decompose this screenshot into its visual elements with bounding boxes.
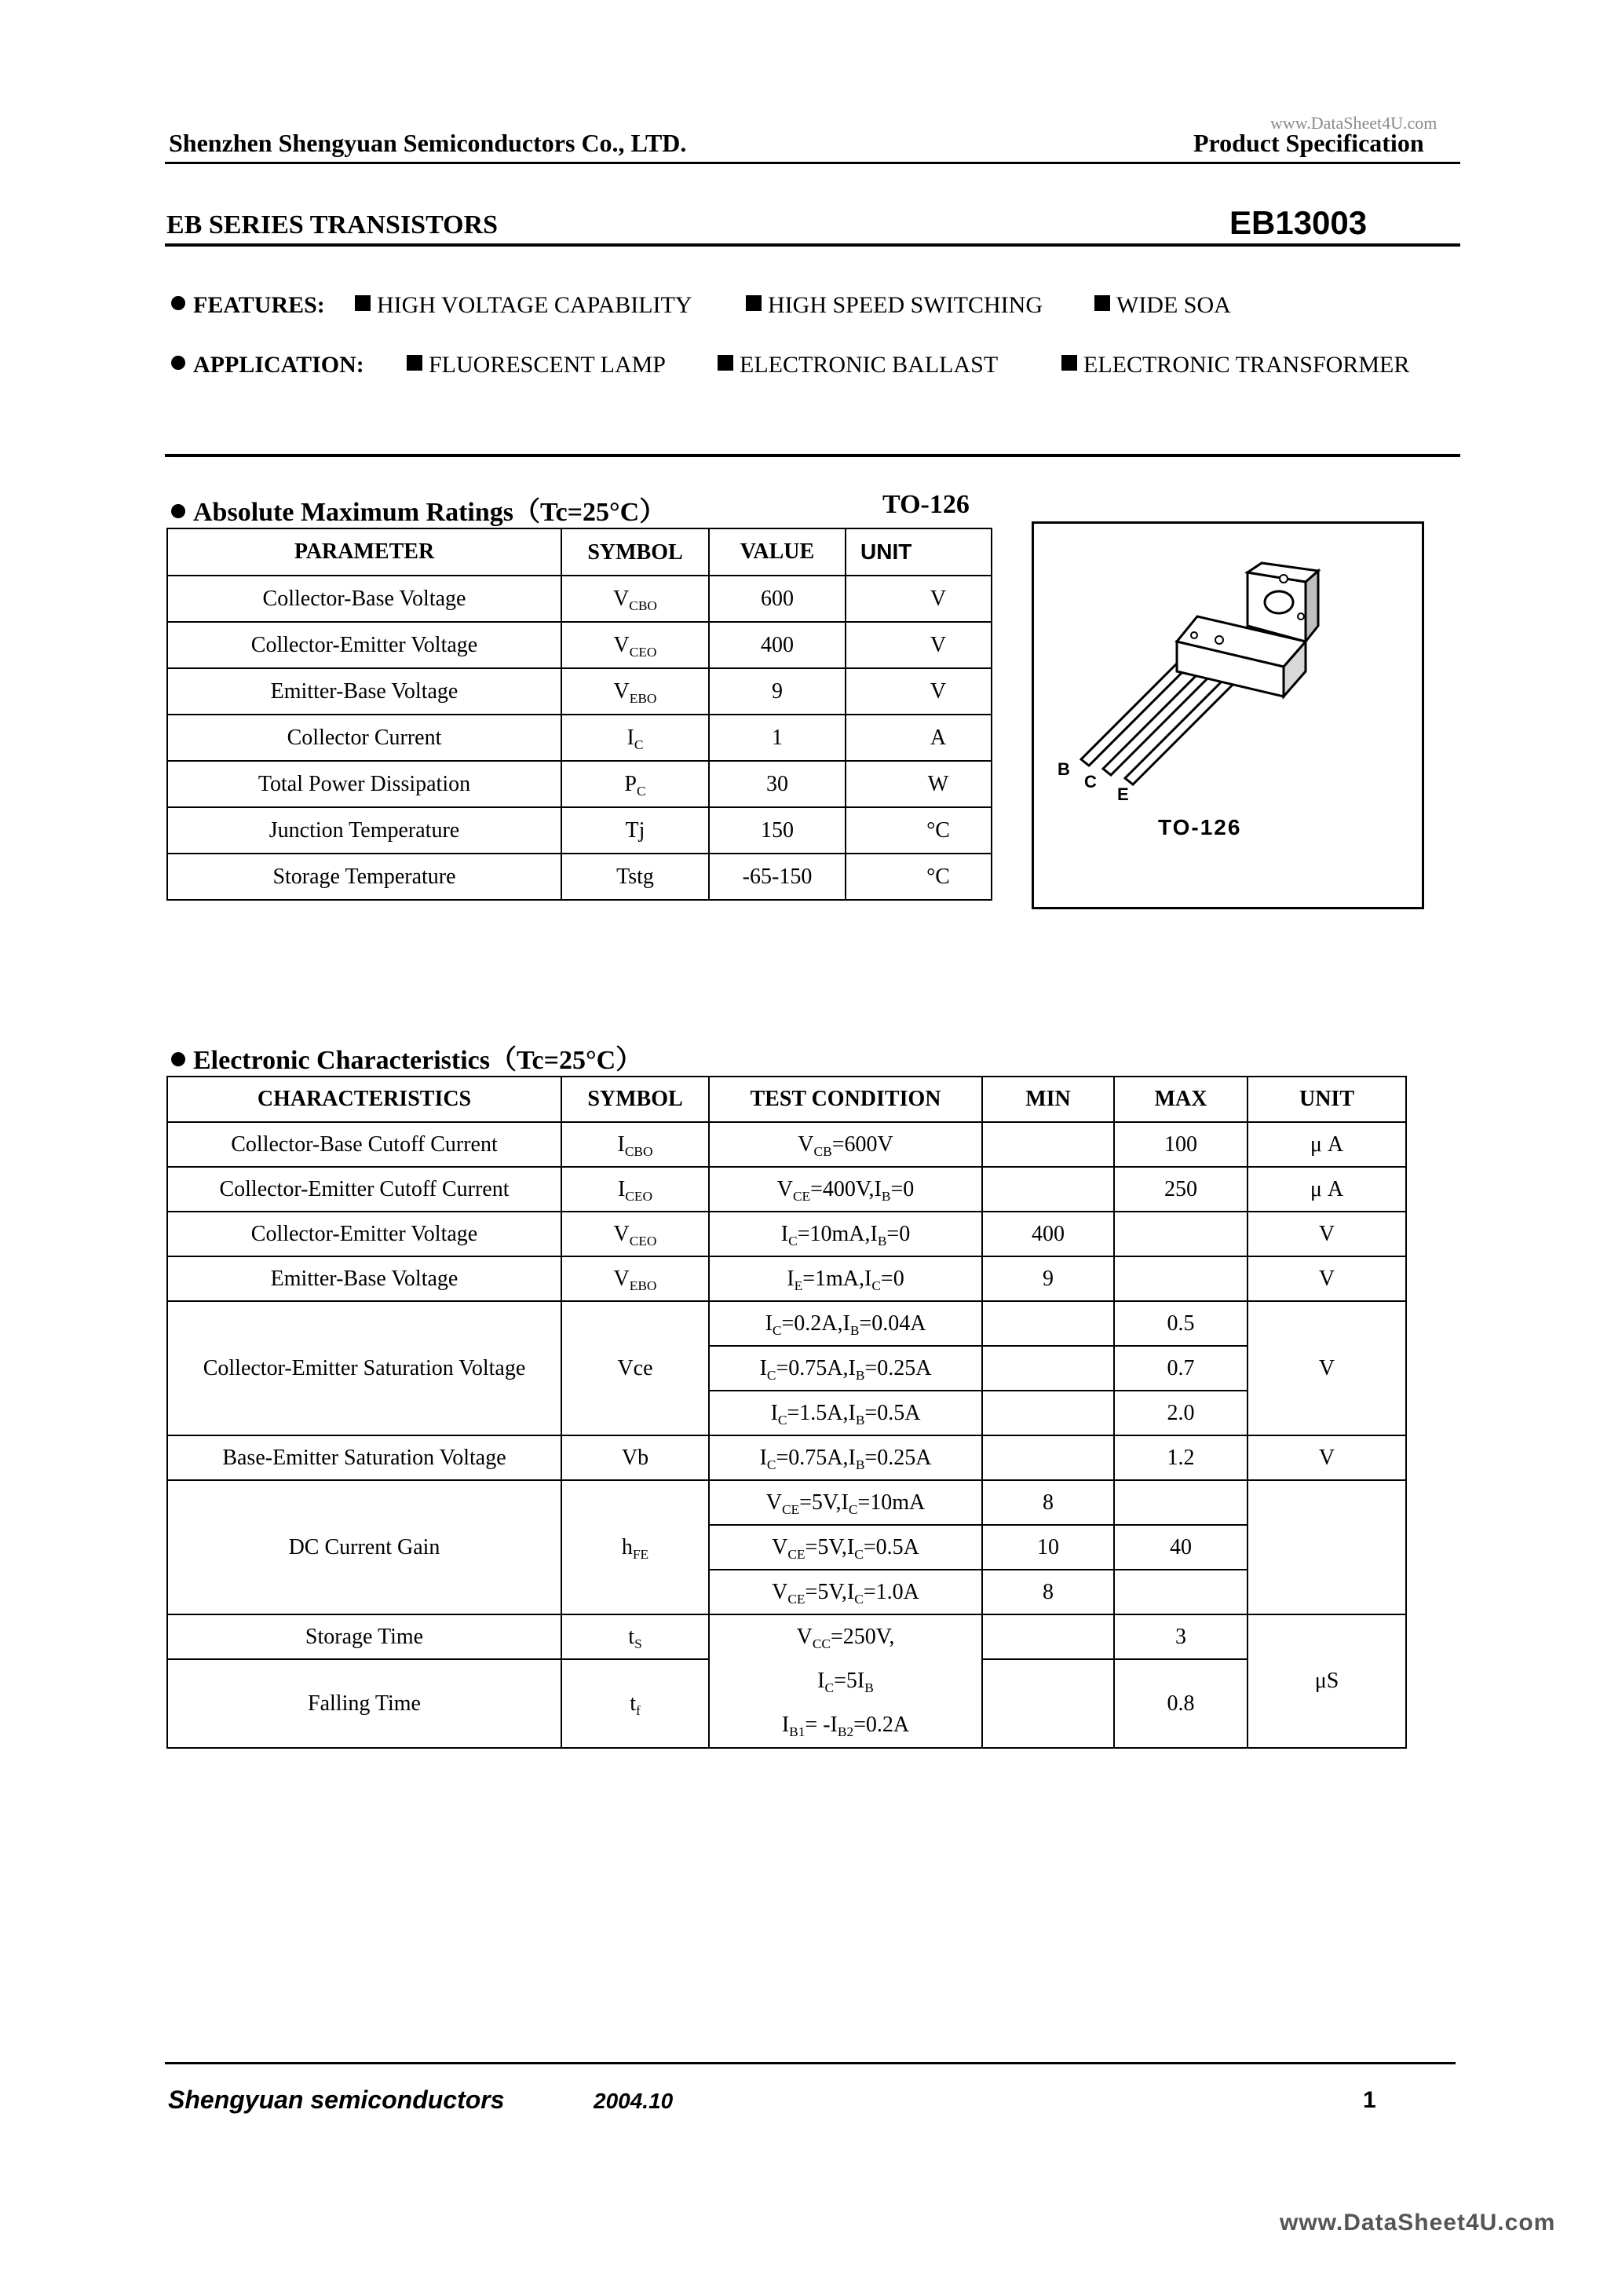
square-bullet-icon bbox=[355, 295, 371, 311]
bullet-icon bbox=[171, 504, 185, 518]
col-header: SYMBOL bbox=[561, 1077, 709, 1122]
table-row: Collector-Emitter Cutoff Current $I_{CEO}$ $V_{CE}=400V,I_B=0$ 250 μ A bbox=[167, 1167, 1406, 1212]
bullet-icon bbox=[171, 356, 185, 370]
title-rule bbox=[165, 243, 1460, 247]
col-header: UNIT bbox=[1248, 1077, 1406, 1122]
col-header: MIN bbox=[982, 1077, 1114, 1122]
abs-max-title: Absolute Maximum Ratings（Tc=25°C） bbox=[171, 490, 666, 528]
table-row: $I_C=1.5A,I_B=0.5A$ 2.0 bbox=[167, 1391, 1406, 1435]
col-header: UNIT bbox=[846, 528, 992, 576]
application-item: ELECTRONIC TRANSFORMER bbox=[1061, 352, 1409, 378]
package-label: TO-126 bbox=[882, 490, 970, 519]
col-header: SYMBOL bbox=[561, 528, 709, 576]
table-row: Emitter-Base Voltage $V_{EBO}$ 9 V bbox=[167, 668, 992, 715]
col-header: TEST CONDITION bbox=[709, 1077, 982, 1122]
table-row: Storage Temperature Tstg -65-150 °C bbox=[167, 854, 992, 900]
table-row: Base-Emitter Saturation Voltage Vb $I_C=0.75A,I_B=0.25A$ 1.2 V bbox=[167, 1435, 1406, 1480]
table-row: Collector-Emitter Voltage $V_{CEO}$ 400 V bbox=[167, 622, 992, 668]
features-line bbox=[171, 292, 325, 319]
table-row: $I_C=0.75A,I_B=0.25A$ 0.7 bbox=[167, 1346, 1406, 1391]
transistor-to126-icon bbox=[1034, 524, 1422, 907]
square-bullet-icon bbox=[1094, 295, 1110, 311]
series-title: EB SERIES TRANSISTORS bbox=[166, 210, 499, 239]
footer-rule bbox=[165, 2062, 1456, 2064]
feature-item: HIGH VOLTAGE CAPABILITY bbox=[355, 292, 692, 319]
col-header: MAX bbox=[1114, 1077, 1248, 1122]
table-row: $V_{CE}=5V,I_C=0.5A$ 10 40 bbox=[167, 1525, 1406, 1570]
square-bullet-icon bbox=[407, 355, 422, 371]
header-rule bbox=[165, 162, 1460, 164]
footer-date: 2004.10 bbox=[594, 2089, 674, 2113]
section-rule bbox=[165, 454, 1460, 457]
pin-b-label: B bbox=[1058, 759, 1070, 779]
feature-item: HIGH SPEED SWITCHING bbox=[746, 292, 1043, 319]
application-label: APPLICATION: bbox=[193, 352, 364, 378]
square-bullet-icon bbox=[746, 295, 762, 311]
table-row: Total Power Dissipation $P_C$ 30 W bbox=[167, 761, 992, 807]
table-row: Collector-Base Cutoff Current $I_{CBO}$ $V_{CB}=600V$ 100 μ A bbox=[167, 1122, 1406, 1167]
table-row: Collector-Emitter Voltage $V_{CEO}$ $I_C=10mA,I_B=0$ 400 V bbox=[167, 1212, 1406, 1256]
table-row: Collector Current $I_C$ 1 A bbox=[167, 715, 992, 761]
application-item: FLUORESCENT LAMP bbox=[407, 352, 666, 378]
pin-e-label: E bbox=[1117, 784, 1129, 804]
doc-type: Product Specification bbox=[1193, 129, 1424, 157]
watermark-top: www.DataSheet4U.com bbox=[1270, 113, 1438, 133]
square-bullet-icon bbox=[1061, 355, 1077, 371]
elec-title: Electronic Characteristics（Tc=25°C） bbox=[171, 1038, 642, 1077]
footer-company: Shengyuan semiconductors bbox=[168, 2086, 505, 2114]
col-header: CHARACTERISTICS bbox=[167, 1077, 561, 1122]
table-row: Collector-Emitter Saturation Voltage Vce $I_C=0.2A,I_B=0.04A$ 0.5 V bbox=[167, 1301, 1406, 1346]
col-header: PARAMETER bbox=[167, 528, 561, 576]
table-row: $V_{CE}=5V,I_C=1.0A$ 8 bbox=[167, 1570, 1406, 1614]
abs-max-table bbox=[166, 528, 992, 901]
bullet-icon bbox=[171, 296, 185, 310]
page-number: 1 bbox=[1363, 2087, 1376, 2113]
features-label: FEATURES: bbox=[193, 292, 325, 318]
application-line bbox=[171, 352, 364, 378]
table-row: Storage Time $t_S$ $V_{CC}=250V$, 3 μS bbox=[167, 1614, 1406, 1659]
watermark-bottom: www.DataSheet4U.com bbox=[1280, 2210, 1556, 2236]
table-row: Collector-Base Voltage $V_{CBO}$ 600 V bbox=[167, 576, 992, 622]
bullet-icon bbox=[171, 1052, 185, 1066]
feature-item: WIDE SOA bbox=[1094, 292, 1231, 319]
part-number: EB13003 bbox=[1229, 204, 1368, 241]
table-row: DC Current Gain $h_{FE}$ $V_{CE}=5V,I_C=10mA$ 8 bbox=[167, 1480, 1406, 1525]
table-row: Emitter-Base Voltage $V_{EBO}$ $I_E=1mA,I_C=0$ 9 V bbox=[167, 1256, 1406, 1301]
package-caption: TO-126 bbox=[1158, 815, 1242, 839]
package-image bbox=[1032, 521, 1424, 909]
elec-table bbox=[166, 1076, 1407, 1749]
company-name: Shenzhen Shengyuan Semiconductors Co., LTD. bbox=[169, 129, 687, 157]
square-bullet-icon bbox=[718, 355, 733, 371]
pin-c-label: C bbox=[1084, 772, 1097, 792]
application-item: ELECTRONIC BALLAST bbox=[718, 352, 998, 378]
table-row: Junction Temperature Tj 150 °C bbox=[167, 807, 992, 854]
table-row: Falling Time $t_f$ $I_C=5I_B$ $I_{B1}= -I_{B2}=0.2A$ 0.8 bbox=[167, 1659, 1406, 1748]
col-header: VALUE bbox=[709, 528, 846, 576]
